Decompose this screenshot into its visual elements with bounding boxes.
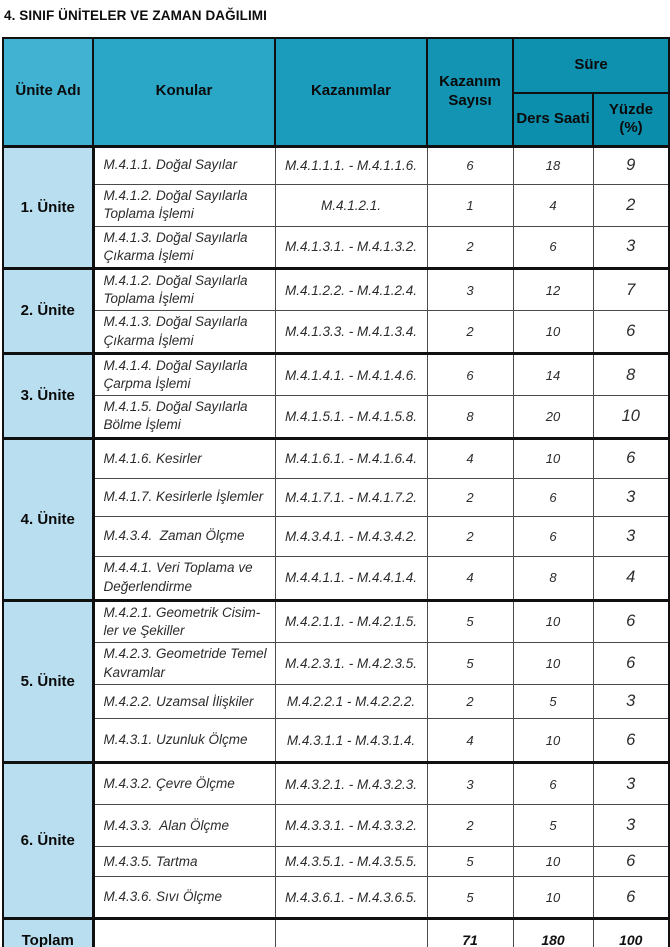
percent-cell: 3: [593, 685, 669, 719]
table-row: [3, 353, 669, 395]
percent-cell: 6: [593, 877, 669, 919]
outcome-count-cell: 3: [427, 268, 513, 310]
percent-cell: 7: [593, 268, 669, 310]
percent-cell: 4: [593, 556, 669, 600]
percent-cell: 10: [593, 396, 669, 438]
table-row: [3, 556, 669, 600]
class-hours-cell: 6: [513, 226, 593, 268]
total-outcomes-empty: [275, 919, 427, 947]
outcomes-cell: M.4.1.3.3. - M.4.1.3.4.: [275, 311, 427, 353]
outcomes-cell: M.4.1.7.1. - M.4.1.7.2.: [275, 478, 427, 516]
class-hours-cell: 10: [513, 438, 593, 478]
table-row: [3, 146, 669, 184]
percent-cell: 8: [593, 353, 669, 395]
percent-cell: 9: [593, 146, 669, 184]
outcome-count-cell: 1: [427, 184, 513, 226]
header-class-hours: Ders Saati: [513, 93, 593, 146]
topic-cell: M.4.3.4. Zaman Ölçme: [93, 516, 275, 556]
percent-cell: 3: [593, 226, 669, 268]
topic-cell: M.4.2.1. Geometrik Cisim-ler ve Şekiller: [93, 600, 275, 642]
outcome-count-cell: 8: [427, 396, 513, 438]
topic-cell: M.4.2.2. Uzamsal İlişkiler: [93, 685, 275, 719]
outcomes-cell: M.4.1.6.1. - M.4.1.6.4.: [275, 438, 427, 478]
outcomes-cell: M.4.3.5.1. - M.4.3.5.5.: [275, 847, 427, 877]
outcomes-cell: M.4.1.5.1. - M.4.1.5.8.: [275, 396, 427, 438]
outcome-count-cell: 2: [427, 478, 513, 516]
percent-cell: 3: [593, 516, 669, 556]
topic-cell: M.4.3.2. Çevre Ölçme: [93, 763, 275, 805]
outcomes-cell: M.4.3.1.1 - M.4.3.1.4.: [275, 719, 427, 763]
curriculum-table: [2, 37, 670, 947]
topic-cell: M.4.1.2. Doğal Sayılarla Toplama İşlemi: [93, 268, 275, 310]
class-hours-cell: 6: [513, 763, 593, 805]
class-hours-cell: 5: [513, 805, 593, 847]
header-outcomes: Kazanımlar: [275, 38, 427, 146]
outcome-count-cell: 5: [427, 600, 513, 642]
total-class-hours: 180: [513, 919, 593, 947]
table-row: [3, 763, 669, 805]
class-hours-cell: 20: [513, 396, 593, 438]
table-footer: [3, 919, 669, 947]
unit-name-cell: 2. Ünite: [3, 268, 93, 353]
outcomes-cell: M.4.1.2.2. - M.4.1.2.4.: [275, 268, 427, 310]
class-hours-cell: 10: [513, 311, 593, 353]
outcome-count-cell: 6: [427, 353, 513, 395]
total-row: [3, 919, 669, 947]
total-percent: 100: [593, 919, 669, 947]
table-row: [3, 478, 669, 516]
class-hours-cell: 12: [513, 268, 593, 310]
class-hours-cell: 10: [513, 719, 593, 763]
header-duration: Süre: [513, 38, 669, 93]
outcome-count-cell: 2: [427, 805, 513, 847]
outcome-count-cell: 5: [427, 877, 513, 919]
topic-cell: M.4.1.1. Doğal Sayılar: [93, 146, 275, 184]
outcomes-cell: M.4.2.2.1 - M.4.2.2.2.: [275, 685, 427, 719]
unit-name-cell: 6. Ünite: [3, 763, 93, 919]
outcomes-cell: M.4.4.1.1. - M.4.4.1.4.: [275, 556, 427, 600]
percent-cell: 6: [593, 311, 669, 353]
outcome-count-cell: 2: [427, 516, 513, 556]
table-row: [3, 396, 669, 438]
topic-cell: M.4.3.3. Alan Ölçme: [93, 805, 275, 847]
outcome-count-cell: 2: [427, 311, 513, 353]
outcomes-cell: M.4.3.4.1. - M.4.3.4.2.: [275, 516, 427, 556]
table-row: [3, 516, 669, 556]
topic-cell: M.4.1.5. Doğal Sayılarla Bölme İşlemi: [93, 396, 275, 438]
class-hours-cell: 6: [513, 516, 593, 556]
outcomes-cell: M.4.1.1.1. - M.4.1.1.6.: [275, 146, 427, 184]
unit-name-cell: 5. Ünite: [3, 600, 93, 762]
topic-cell: M.4.4.1. Veri Toplama ve Değerlendirme: [93, 556, 275, 600]
class-hours-cell: 18: [513, 146, 593, 184]
header-percent: Yüzde (%): [593, 93, 669, 146]
table-row: [3, 719, 669, 763]
outcomes-cell: M.4.2.1.1. - M.4.2.1.5.: [275, 600, 427, 642]
percent-cell: 6: [593, 719, 669, 763]
topic-cell: M.4.1.6. Kesirler: [93, 438, 275, 478]
outcome-count-cell: 2: [427, 685, 513, 719]
total-outcome-count: 71: [427, 919, 513, 947]
outcome-count-cell: 6: [427, 146, 513, 184]
percent-cell: 3: [593, 478, 669, 516]
topic-cell: M.4.1.2. Doğal Sayılarla Toplama İşlemi: [93, 184, 275, 226]
percent-cell: 3: [593, 805, 669, 847]
page-title: 4. SINIF ÜNİTELER VE ZAMAN DAĞILIMI: [4, 8, 268, 23]
outcome-count-cell: 5: [427, 643, 513, 685]
outcomes-cell: M.4.2.3.1. - M.4.2.3.5.: [275, 643, 427, 685]
header-unit-name: Ünite Adı: [3, 38, 93, 146]
topic-cell: M.4.3.1. Uzunluk Ölçme: [93, 719, 275, 763]
unit-name-cell: 1. Ünite: [3, 146, 93, 268]
topic-cell: M.4.2.3. Geometride Temel Kavramlar: [93, 643, 275, 685]
outcome-count-cell: 4: [427, 438, 513, 478]
topic-cell: M.4.1.7. Kesirlerle İşlemler: [93, 478, 275, 516]
percent-cell: 2: [593, 184, 669, 226]
table-row: [3, 226, 669, 268]
topic-cell: M.4.1.4. Doğal Sayılarla Çarpma İşlemi: [93, 353, 275, 395]
class-hours-cell: 10: [513, 643, 593, 685]
outcome-count-cell: 4: [427, 556, 513, 600]
table-row: [3, 685, 669, 719]
class-hours-cell: 10: [513, 600, 593, 642]
table-row: [3, 438, 669, 478]
table-row: [3, 268, 669, 310]
class-hours-cell: 14: [513, 353, 593, 395]
class-hours-cell: 4: [513, 184, 593, 226]
outcomes-cell: M.4.1.3.1. - M.4.1.3.2.: [275, 226, 427, 268]
table-row: [3, 600, 669, 642]
table-row: [3, 847, 669, 877]
header-topics: Konular: [93, 38, 275, 146]
table-header: [3, 38, 669, 146]
class-hours-cell: 10: [513, 847, 593, 877]
topic-cell: M.4.3.6. Sıvı Ölçme: [93, 877, 275, 919]
topic-cell: M.4.1.3. Doğal Sayılarla Çıkarma İşlemi: [93, 311, 275, 353]
outcome-count-cell: 4: [427, 719, 513, 763]
unit-name-cell: 4. Ünite: [3, 438, 93, 600]
outcome-count-cell: 5: [427, 847, 513, 877]
topic-cell: M.4.1.3. Doğal Sayılarla Çıkarma İşlemi: [93, 226, 275, 268]
unit-name-cell: 3. Ünite: [3, 353, 93, 438]
percent-cell: 6: [593, 600, 669, 642]
class-hours-cell: 6: [513, 478, 593, 516]
outcome-count-cell: 3: [427, 763, 513, 805]
percent-cell: 6: [593, 438, 669, 478]
outcomes-cell: M.4.3.3.1. - M.4.3.3.2.: [275, 805, 427, 847]
class-hours-cell: 8: [513, 556, 593, 600]
outcomes-cell: M.4.1.2.1.: [275, 184, 427, 226]
topic-cell: M.4.3.5. Tartma: [93, 847, 275, 877]
table-row: [3, 311, 669, 353]
table-body: [3, 146, 669, 919]
percent-cell: 6: [593, 643, 669, 685]
header-outcome-count: Kazanım Sayısı: [427, 38, 513, 146]
table-row: [3, 184, 669, 226]
percent-cell: 3: [593, 763, 669, 805]
outcomes-cell: M.4.3.2.1. - M.4.3.2.3.: [275, 763, 427, 805]
outcome-count-cell: 2: [427, 226, 513, 268]
table-row: [3, 877, 669, 919]
table-row: [3, 805, 669, 847]
total-topics-empty: [93, 919, 275, 947]
outcomes-cell: M.4.1.4.1. - M.4.1.4.6.: [275, 353, 427, 395]
class-hours-cell: 5: [513, 685, 593, 719]
class-hours-cell: 10: [513, 877, 593, 919]
table-row: [3, 643, 669, 685]
total-label: Toplam: [3, 919, 93, 947]
percent-cell: 6: [593, 847, 669, 877]
outcomes-cell: M.4.3.6.1. - M.4.3.6.5.: [275, 877, 427, 919]
